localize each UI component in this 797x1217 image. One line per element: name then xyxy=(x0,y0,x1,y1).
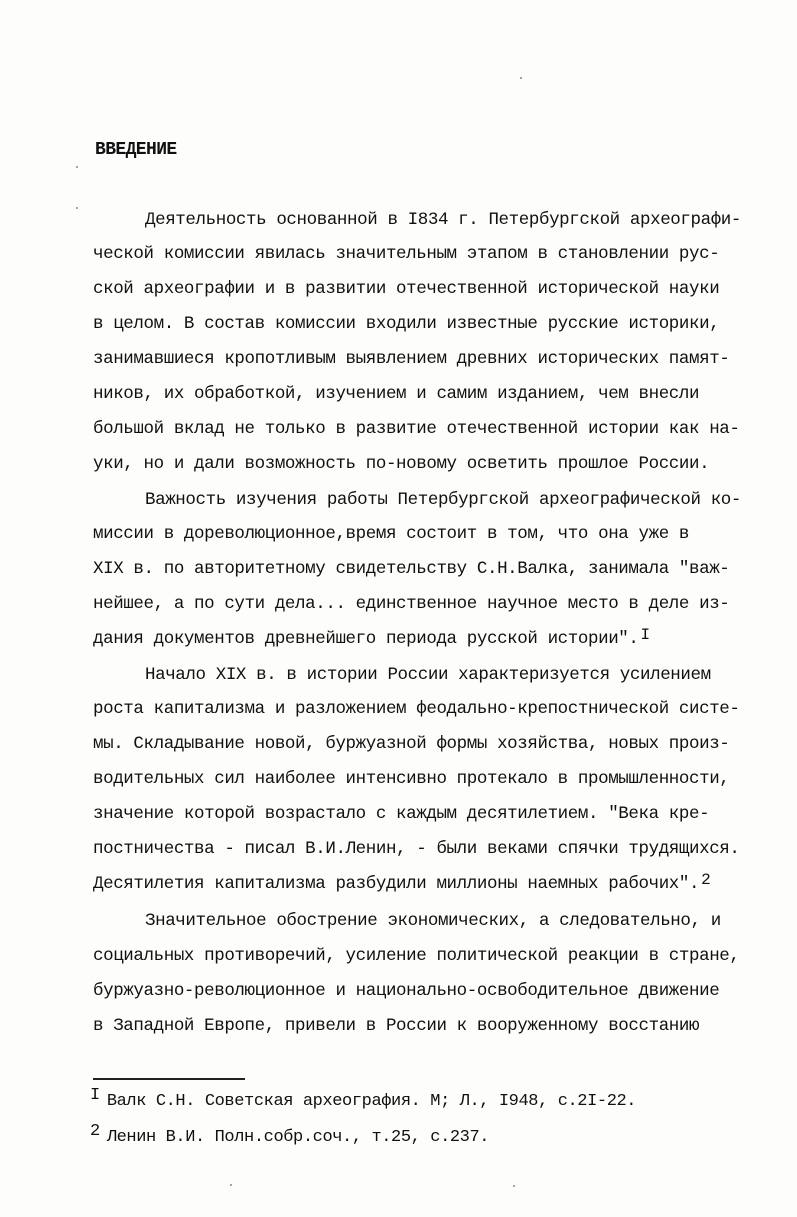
text-line: ской археографии и в развитии отечественной исторической науки xyxy=(93,279,720,299)
footnote xyxy=(90,1086,637,1111)
footnote-divider xyxy=(93,1078,245,1080)
footnote-text: Ленин В.И. Полн.собр.соч., т.25, с.237. xyxy=(106,1128,490,1147)
text-line: Десятилетия капитализма разбудили миллионы наемных рабочих". xyxy=(93,874,700,894)
text-line: буржуазно-революционное и национально-освободительное движение xyxy=(93,981,720,1001)
text-line: Начало XIX в. в истории России характеризуется усилением xyxy=(145,665,711,685)
text-line: в целом. В состав комиссии входили известные русские историки, xyxy=(93,314,720,334)
footnote-mark: 2 xyxy=(90,1122,100,1141)
text-line: занимавшиеся кропотливым выявлением древних исторических памят- xyxy=(93,349,730,369)
text-line: миссии в дореволюционное,время состоит в том, что она уже в xyxy=(93,524,690,544)
text-line: уки, но и дали возможность по-новому осветить прошлое России. xyxy=(93,454,710,474)
text-line-with-note xyxy=(93,628,650,650)
text-line: социальных противоречий, усиление политической реакции в стране, xyxy=(93,946,740,966)
text-line: Деятельность основанной в I834 г. Петербургской археографи- xyxy=(145,210,742,230)
scan-speck xyxy=(76,166,78,168)
text-line: XIX в. по авторитетному свидетельству С.Н.Валка, занимала "важ- xyxy=(93,559,730,579)
text-line: Важность изучения работы Петербургской археографической ко- xyxy=(145,490,742,510)
footnote-ref-2: 2 xyxy=(701,871,711,889)
scan-speck xyxy=(513,1185,515,1187)
text-line: значение которой возрастало с каждым десятилетием. "Века кре- xyxy=(93,804,710,824)
text-line: нейшее, а по сути дела... единственное научное место в деле из- xyxy=(93,594,730,614)
footnote-text: Валк С.Н. Советская археография. М; Л., I948, с.2I-22. xyxy=(106,1092,637,1111)
text-line: постничества - писал В.И.Ленин, - были веками спячки трудящихся. xyxy=(93,839,740,859)
section-heading: ВВЕДЕНИЕ xyxy=(95,140,177,160)
text-line: мы. Складывание новой, буржуазной формы хозяйства, новых произ- xyxy=(93,734,730,754)
footnote-mark: I xyxy=(90,1086,100,1105)
text-line: роста капитализма и разложением феодально-крепостнической систе- xyxy=(93,699,740,719)
text-line-with-note xyxy=(93,873,710,895)
text-line: водительных сил наиболее интенсивно протекало в промышленности, xyxy=(93,769,730,789)
footnote xyxy=(90,1122,490,1147)
text-line: дания документов древнейшего периода русской истории". xyxy=(93,629,639,649)
text-line: Значительное обострение экономических, а следовательно, и xyxy=(145,911,721,931)
scan-speck xyxy=(520,77,522,79)
text-line: ников, их обработкой, изучением и самим изданием, чем внесли xyxy=(93,384,700,404)
scan-speck xyxy=(76,207,78,209)
text-line: в Западной Европе, привели в России к вооруженному восстанию xyxy=(93,1016,700,1036)
scan-speck xyxy=(230,1184,232,1186)
text-line: большой вклад не только в развитие отечественной истории как на- xyxy=(93,419,740,439)
footnote-ref-1: I xyxy=(640,626,650,644)
text-line: ческой комиссии явилась значительным этапом в становлении рус- xyxy=(93,244,720,264)
